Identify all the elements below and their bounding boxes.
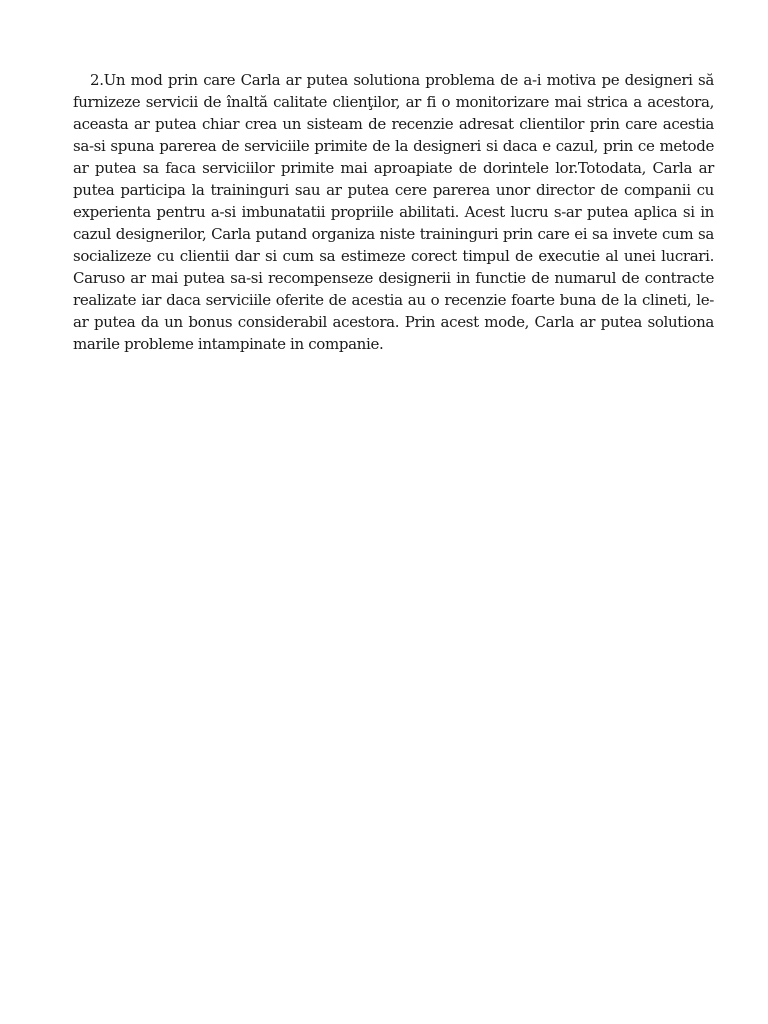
- document-paragraph: 2.Un mod prin care Carla ar putea solutiona problema de a-i motiva pe designeri să furnizeze servicii de înaltă calitate clienţilor, ar fi o monitorizare mai strica a acestora, aceasta ar putea chiar crea un sisteam de recenzie adresat clientilor prin care acestia sa-si spuna parerea de serviciile primite de la designeri si daca e cazul, prin ce metode ar putea sa faca serviciilor primite mai aproapiate de dorintele lor.Totodata, Carla ar putea participa la traininguri sau ar putea cere parerea unor director de companii cu experienta pentru a-si imbunatatii propriile abilitati. Acest lucru s-ar putea aplica si in cazul designerilor, Carla putand organiza niste traininguri prin care ei sa invete cum sa socializeze cu clientii dar si cum sa estimeze corect timpul de executie al unei lucrari. Caruso ar mai putea sa-si recompenseze designerii in functie de numarul de contracte realizate iar daca serviciile oferite de acestia au o recenzie foarte buna de la clineti, le-ar putea da un bonus considerabil acestora. Prin acest mode, Carla ar putea solutiona marile probleme intampinate in companie.: [73, 71, 714, 353]
- document-body: [73, 69, 714, 355]
